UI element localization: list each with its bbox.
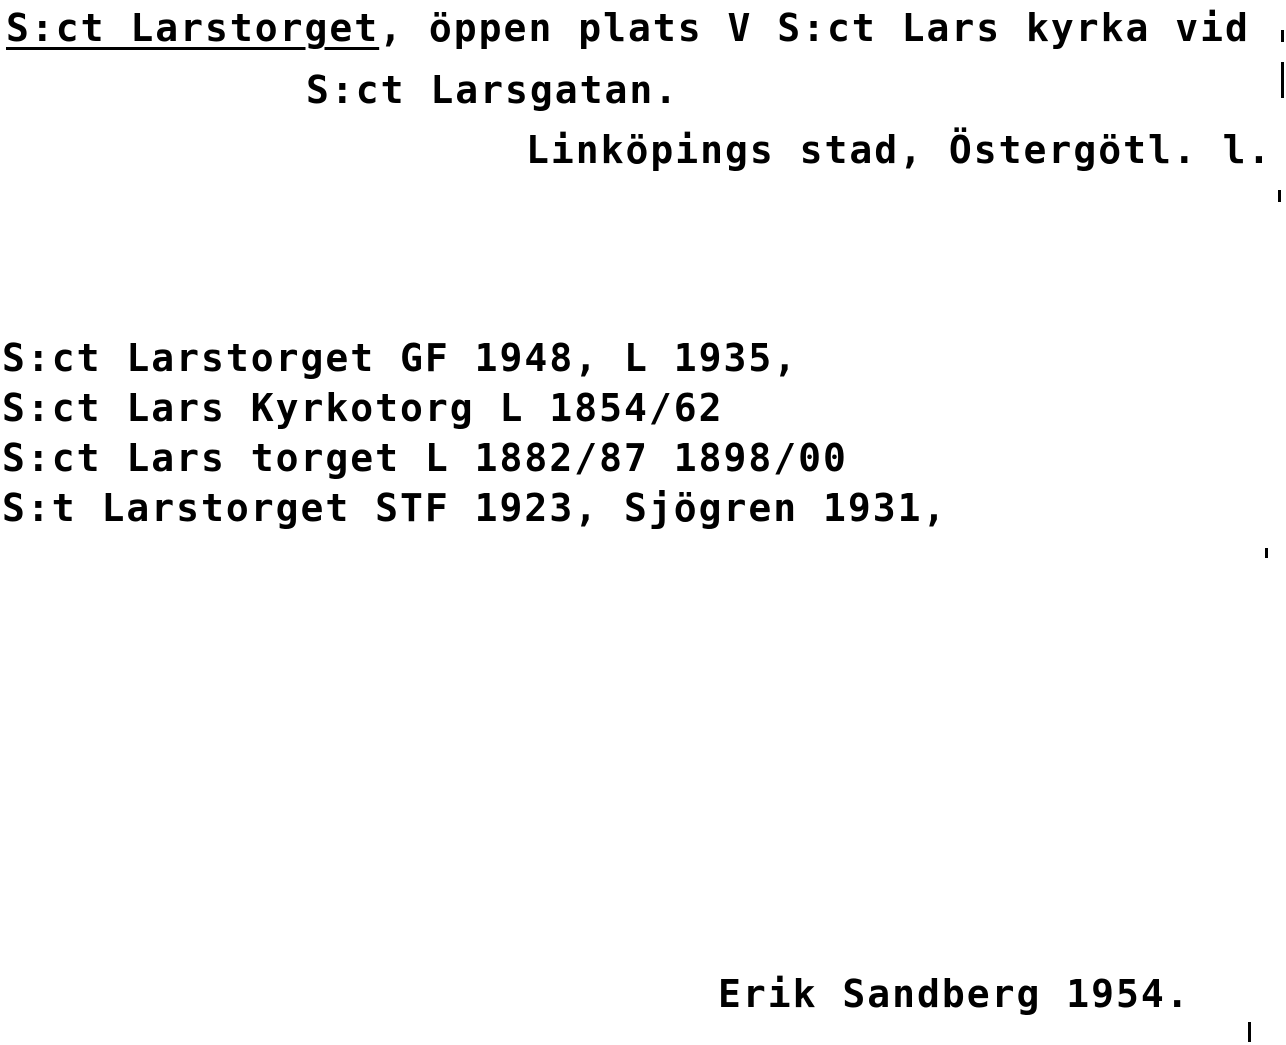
header-location: Linköpings stad, Östergötl. l.	[526, 128, 1273, 172]
header-line-1	[6, 6, 1250, 50]
variant-item: S:ct Lars torget L 1882/87 1898/00	[2, 436, 848, 480]
scan-edge-mark	[1265, 548, 1268, 558]
scan-edge-mark	[1248, 1022, 1251, 1042]
variant-item: S:t Larstorget STF 1923, Sjögren 1931,	[2, 486, 948, 530]
headword: S:ct Larstorget	[6, 6, 380, 50]
scan-edge-mark	[1281, 62, 1284, 98]
scan-edge-mark	[1281, 30, 1284, 42]
header-line-2: S:ct Larsgatan.	[306, 68, 680, 112]
variant-item: S:ct Larstorget GF 1948, L 1935,	[2, 336, 799, 380]
signature: Erik Sandberg 1954.	[718, 972, 1191, 1016]
header-description: , öppen plats V S:ct Lars kyrka vid	[379, 6, 1250, 50]
scan-edge-mark	[1278, 190, 1281, 202]
variant-item: S:ct Lars Kyrkotorg L 1854/62	[2, 386, 724, 430]
